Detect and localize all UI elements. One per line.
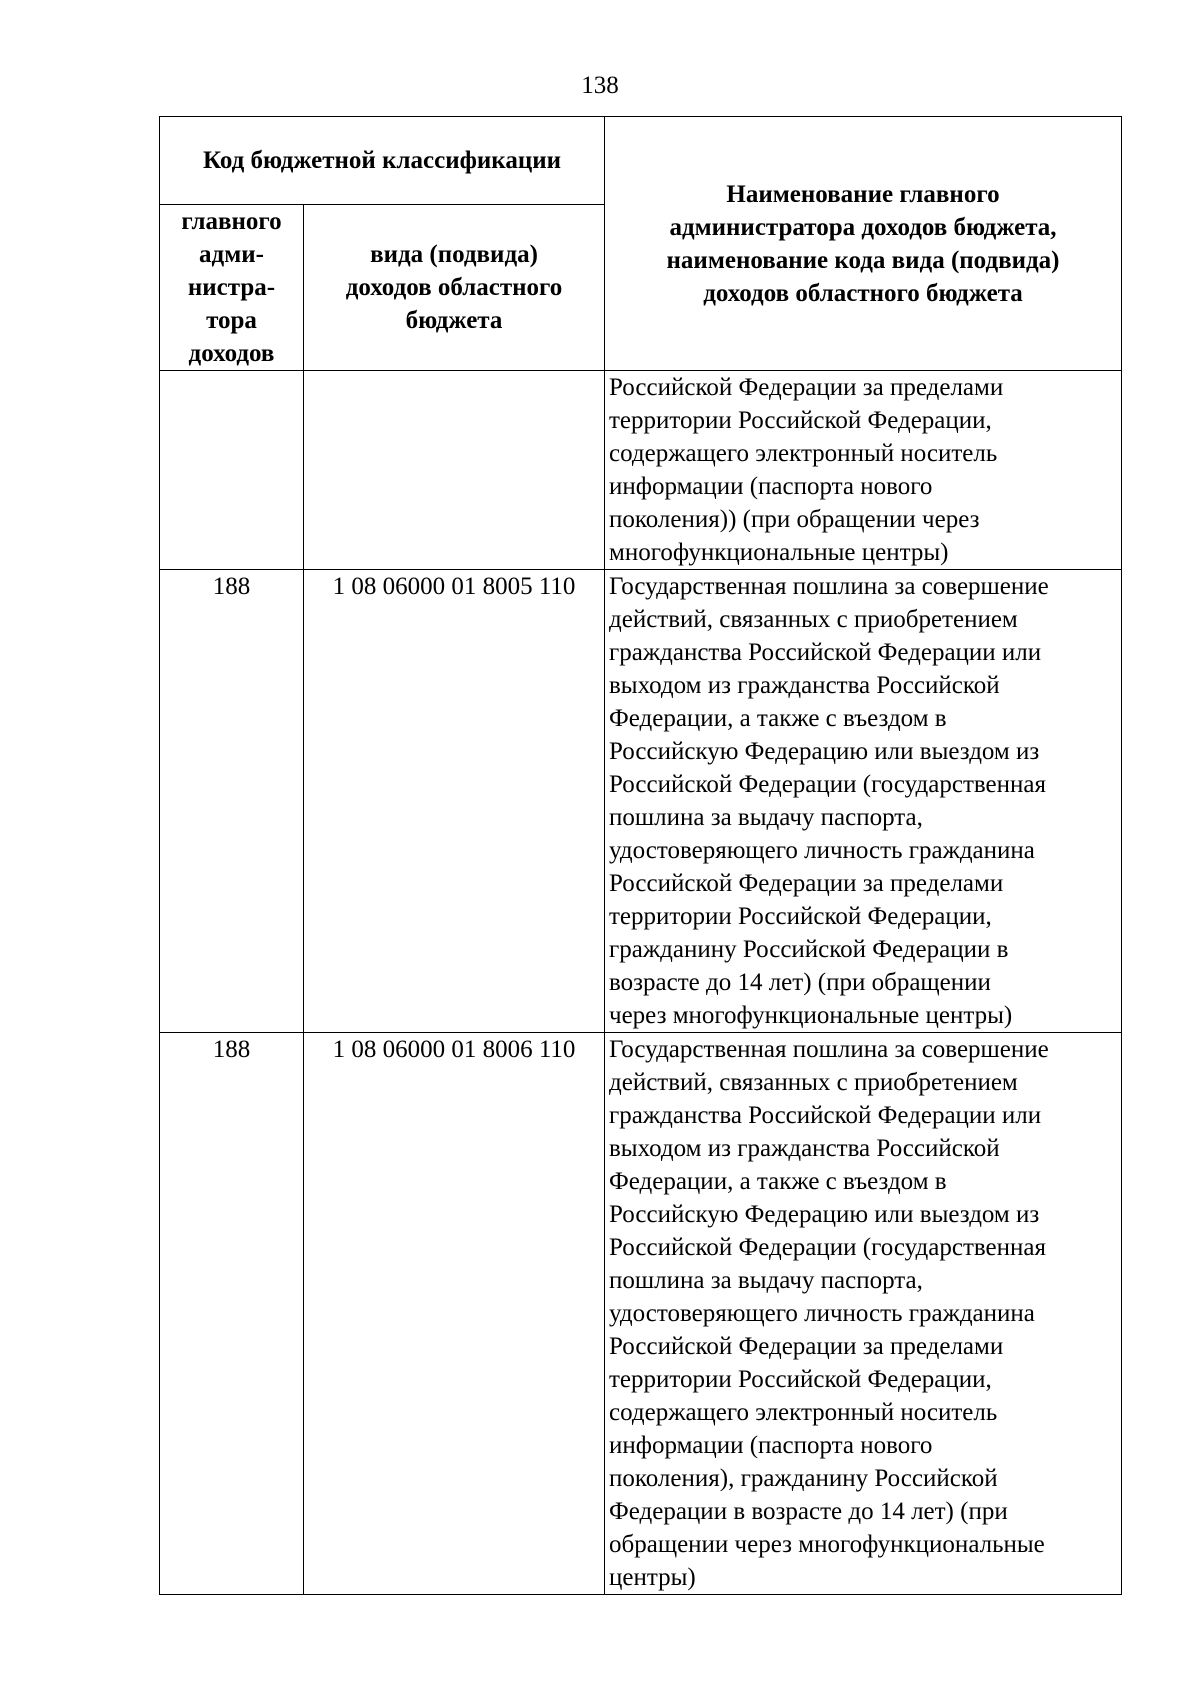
name-line: действий, связанных с приобретением: [609, 1069, 1018, 1096]
header-admin-line: адми-: [199, 241, 264, 268]
name-line: Федерации в возрасте до 14 лет) (при: [609, 1498, 1008, 1525]
header-kind-column: [304, 205, 605, 371]
name-line: Российской Федерации за пределами: [609, 374, 1004, 401]
name-line: действий, связанных с приобретением: [609, 606, 1018, 633]
name-line: через многофункциональные центры): [609, 1002, 1013, 1029]
header-kind-line: бюджета: [405, 307, 503, 334]
admin-code-cell: 188: [160, 570, 304, 1033]
page-number: 138: [581, 72, 619, 99]
name-line: гражданства Российской Федерации или: [609, 1102, 1042, 1129]
name-line: Российской Федерации (государственная: [609, 1234, 1046, 1261]
name-line: Федерации, а также с въездом в: [609, 705, 947, 732]
header-name-line: наименование кода вида (подвида): [666, 246, 1060, 274]
name-line: гражданину Российской Федерации в: [609, 936, 1009, 963]
name-line: пошлина за выдачу паспорта,: [609, 804, 923, 831]
name-line: содержащего электронный носитель: [609, 1399, 998, 1426]
header-kind-line: вида (подвида): [370, 241, 538, 268]
name-line: Государственная пошлина за совершение: [609, 573, 1049, 600]
name-line: поколения), гражданину Российской: [609, 1465, 998, 1492]
name-line: территории Российской Федерации,: [609, 903, 992, 930]
header-admin-column: [160, 205, 304, 371]
name-line: Российской Федерации (государственная: [609, 771, 1046, 798]
name-line: информации (паспорта нового: [609, 1432, 933, 1459]
header-kind-line: доходов областного: [345, 274, 563, 301]
header-admin-line: главного: [181, 208, 282, 235]
admin-code-cell: [160, 371, 304, 570]
table-row: [160, 570, 1122, 1033]
name-line: возрасте до 14 лет) (при обращении: [609, 969, 991, 996]
header-admin-line: нистра-: [187, 274, 276, 301]
name-line: удостоверяющего личность гражданина: [609, 837, 1035, 864]
kind-code-cell: 1 08 06000 01 8005 110: [304, 570, 605, 1033]
name-line: поколения)) (при обращении через: [609, 506, 980, 533]
name-cell: [605, 1033, 1122, 1595]
name-line: центры): [609, 1564, 696, 1591]
name-cell: [605, 570, 1122, 1033]
name-cell: [605, 371, 1122, 570]
name-line: Российской Федерации за пределами: [609, 870, 1004, 897]
name-line: пошлина за выдачу паспорта,: [609, 1267, 923, 1294]
header-admin-line: доходов: [188, 340, 275, 367]
name-line: многофункциональные центры): [609, 539, 949, 566]
kind-code-cell: [304, 371, 605, 570]
kind-code-cell: 1 08 06000 01 8006 110: [304, 1033, 605, 1595]
name-line: Государственная пошлина за совершение: [609, 1036, 1049, 1063]
header-name-line: администратора доходов бюджета,: [669, 213, 1057, 241]
admin-code-cell: 188: [160, 1033, 304, 1595]
name-line: содержащего электронный носитель: [609, 440, 998, 467]
name-line: территории Российской Федерации,: [609, 407, 992, 434]
name-line: Российской Федерации за пределами: [609, 1333, 1004, 1360]
header-name-column: [605, 117, 1122, 371]
header-admin-line: тора: [206, 307, 257, 334]
table-row: [160, 371, 1122, 570]
table-row: [160, 1033, 1122, 1595]
name-line: гражданства Российской Федерации или: [609, 639, 1042, 666]
header-budget-code-group: Код бюджетной классификации: [160, 117, 605, 205]
name-line: Российскую Федерацию или выездом из: [609, 1201, 1040, 1228]
header-name-line: Наименование главного: [726, 180, 1000, 208]
name-line: информации (паспорта нового: [609, 473, 933, 500]
name-line: территории Российской Федерации,: [609, 1366, 992, 1393]
header-name-line: доходов областного бюджета: [703, 279, 1023, 307]
name-line: обращении через многофункциональные: [609, 1531, 1045, 1558]
name-line: Федерации, а также с въездом в: [609, 1168, 947, 1195]
name-line: удостоверяющего личность гражданина: [609, 1300, 1035, 1327]
name-line: выходом из гражданства Российской: [609, 1135, 1000, 1162]
budget-classification-table: [159, 116, 1122, 1595]
name-line: Российскую Федерацию или выездом из: [609, 738, 1040, 765]
name-line: выходом из гражданства Российской: [609, 672, 1000, 699]
